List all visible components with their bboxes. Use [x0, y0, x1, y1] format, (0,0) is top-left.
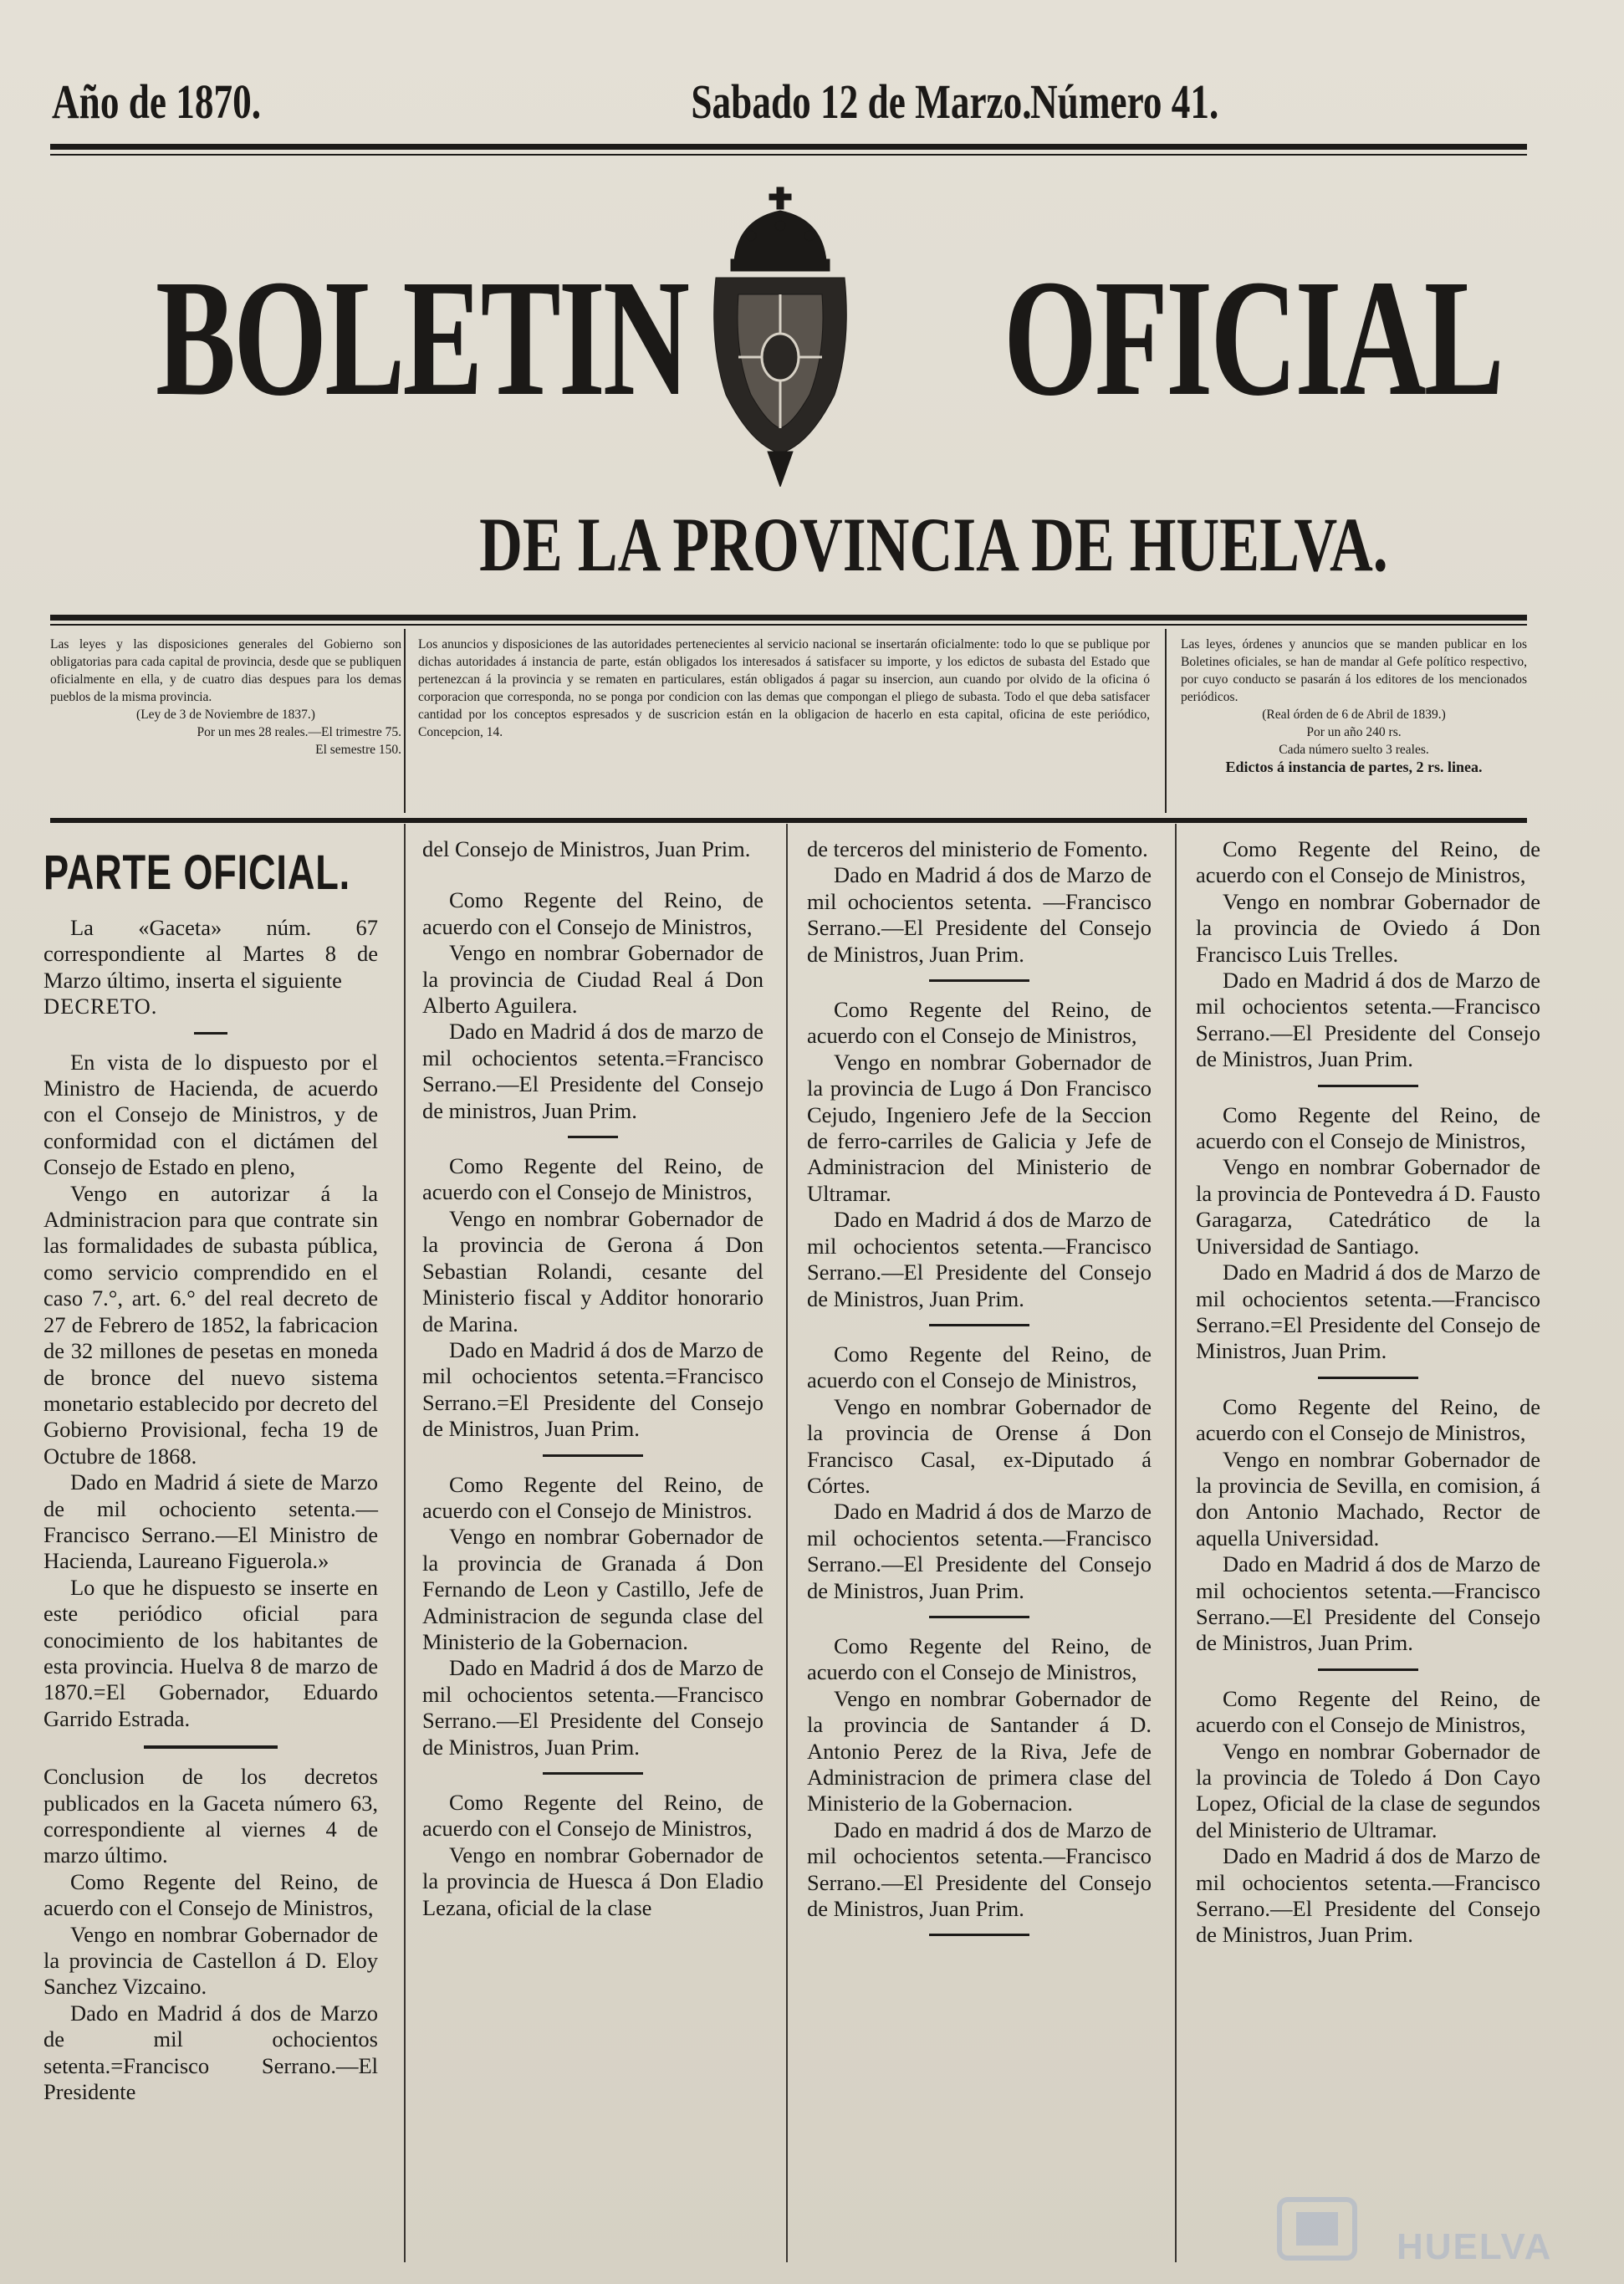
- subtitle-provincia: DE LA PROVINCIA DE HUELVA.: [479, 502, 1388, 587]
- paragraph: Dado en Madrid á dos de Marzo de mil ochocientos setenta.—Francisco Serrano.—El Presidente del Consejo de Ministros, Juan Prim.: [422, 1655, 763, 1760]
- archive-watermark: [1271, 2191, 1555, 2266]
- paragraph: Dado en Madrid á dos de Marzo de mil ochocientos setenta.=Francisco Serrano.—El Presidente: [43, 2000, 378, 2105]
- notice-center: [418, 636, 1150, 741]
- paragraph: Vengo en nombrar Gobernador de la provincia de Ciudad Real á Don Alberto Aguilera.: [422, 940, 763, 1019]
- issue-number: Número 41.: [1030, 74, 1219, 129]
- paragraph: Dado en madrid á dos de Marzo de mil ochocientos setenta.—Francisco Serrano.—El Presidente del Consejo de Ministros, Juan Prim.: [807, 1816, 1152, 1922]
- separator: [929, 1324, 1029, 1326]
- paragraph: Como Regente del Reino, de acuerdo con el Consejo de Ministros,: [807, 1341, 1152, 1393]
- separator: [929, 1934, 1029, 1936]
- paragraph: Vengo en autorizar á la Administracion para que contrate sin las formalidades de subasta pública, como servicio comprendido en el caso 7.°, art. 6.° del real decreto de 27 de Febrero de 1852, la fabricacion de 32 millones de pesetas en moneda de bronce del nuevo sistema monetario establecido por decreto del Gobierno Provisional, fecha 19 de Octubre de 1868.: [43, 1180, 378, 1469]
- paragraph: Como Regente del Reino, de acuerdo con el Consejo de Ministros,: [43, 1868, 378, 1921]
- separator: [568, 1136, 618, 1138]
- column-divider: [1175, 824, 1177, 2262]
- top-rule-thin: [50, 154, 1527, 156]
- paragraph: Lo que he dispuesto se inserte en este periódico oficial para conocimiento de los habitantes de esta provincia. Huelva 8 de marzo de 1870.=El Gobernador, Eduardo Garrido Estrada.: [43, 1574, 378, 1731]
- paragraph: Dado en Madrid á dos de Marzo de mil ochocientos setenta.=Francisco Serrano.=El Presidente del Consejo de Ministros, Juan Prim.: [422, 1336, 763, 1442]
- paragraph: Como Regente del Reino, de acuerdo con el Consejo de Ministros,: [1196, 836, 1540, 888]
- title-boletin: BOLETIN: [156, 246, 688, 431]
- mid-rule: [50, 615, 1527, 621]
- paragraph: Dado en Madrid á dos de marzo de mil ochocientos setenta.=Francisco Serrano.—El Presidente del Consejo de ministros, Juan Prim.: [422, 1019, 763, 1123]
- royal-crest-icon: [701, 186, 860, 487]
- notice-left-price1: Por un mes 28 reales.—El trimestre 75.: [197, 725, 401, 739]
- notice-right-law: (Real órden de 6 de Abril de 1839.): [1262, 708, 1446, 722]
- separator: [1318, 1377, 1418, 1379]
- column-3: [807, 836, 1152, 1951]
- paragraph: Vengo en nombrar Gobernador de la provincia de Santander á D. Antonio Perez de la Riva, Jefe de Administracion de primera clase del Ministerio de la Gobernacion.: [807, 1685, 1152, 1816]
- notice-left-law: (Ley de 3 de Noviembre de 1837.): [136, 708, 315, 722]
- decreto-label: DECRETO.: [43, 994, 158, 1019]
- paragraph: Dado en Madrid á dos de Marzo de mil ochocientos setenta.—Francisco Serrano.—El Presidente del Consejo de Ministros, Juan Prim.: [807, 1207, 1152, 1311]
- title-oficial: OFICIAL: [1004, 246, 1502, 431]
- separator: [929, 979, 1029, 982]
- separator: [543, 1772, 643, 1775]
- notice-divider: [404, 629, 406, 813]
- paragraph: Vengo en nombrar Gobernador de la provincia de Toledo á Don Cayo Lopez, Oficial de la clase de segundos del Ministerio de Ultramar.: [1196, 1738, 1540, 1842]
- notice-left: [50, 636, 401, 759]
- separator: [929, 1616, 1029, 1618]
- paragraph: Vengo en nombrar Gobernador de la provincia de Huesca á Don Eladio Lezana, oficial de la clase: [422, 1842, 763, 1920]
- top-rule: [50, 144, 1527, 150]
- paragraph: Dado en Madrid á dos de Marzo de mil ochocientos setenta.—Francisco Serrano.—El Presidente del Consejo de Ministros, Juan Prim.: [1196, 1551, 1540, 1656]
- separator: [1318, 1085, 1418, 1087]
- library-logo-icon: [1271, 2191, 1371, 2266]
- paragraph: Dado en Madrid á dos de Marzo de mil ochocientos setenta.—Francisco Serrano.—El Presidente del Consejo de Ministros, Juan Prim.: [1196, 968, 1540, 1072]
- paragraph: Como Regente del Reino, de acuerdo con el Consejo de Ministros,: [807, 1633, 1152, 1685]
- separator: [144, 1745, 278, 1749]
- column-2: [422, 836, 763, 1921]
- paragraph: del Consejo de Ministros, Juan Prim.: [422, 836, 751, 861]
- notice-right: [1181, 636, 1527, 776]
- body-rule: [50, 818, 1527, 823]
- paragraph: Dado en Madrid á dos de Marzo de mil ochocientos setenta.—Francisco Serrano.=El Presidente del Consejo de Ministros, Juan Prim.: [1196, 1260, 1540, 1364]
- column-4: [1196, 836, 1540, 1949]
- paragraph: Como Regente del Reino, de acuerdo con el Consejo de Ministros,: [1196, 1685, 1540, 1738]
- paragraph: Vengo en nombrar Gobernador de la provincia de Sevilla, en comision, á don Antonio Machado, Rector de aquella Universidad.: [1196, 1446, 1540, 1551]
- notice-center-text: Los anuncios y disposiciones de las autoridades pertenecientes al servicio nacional se insertarán oficialmente: todo lo que se publique por dichas autoridades á instancia de parte, están obligados los interesados á satisfacer su importe, y los edictos de subasta del Estado que pertenezcan á la provincia y se rematen en particulares, están obligados á pagar su insercion, aun cuando por olvido de la oficina ó corporacion que corresponda, no se ponga por condicion con las demas que compongan el pliego de subasta. Todo el que deba satisfacer cantidad por los conceptos espresados y de suscricion están en la obligacion de hacerlo en esta capital, oficina de este periódico, Concepcion, 14.: [418, 637, 1150, 739]
- date-label: Sabado 12 de Marzo.: [691, 74, 1032, 129]
- paragraph: Como Regente del Reino, de acuerdo con el Consejo de Ministros,: [1196, 1101, 1540, 1154]
- paragraph: Vengo en nombrar Gobernador de la provincia de Gerona á Don Sebastian Rolandi, cesante del Ministerio fiscal y Additor honorario de Marina.: [422, 1205, 763, 1336]
- notice-right-price3: Edictos á instancia de partes, 2 rs. linea.: [1225, 759, 1483, 775]
- paragraph: Como Regente del Reino, de acuerdo con el Consejo de Ministros.: [422, 1471, 763, 1523]
- separator: [543, 1454, 643, 1457]
- section-heading: PARTE OFICIAL.: [43, 846, 350, 900]
- column-divider: [786, 824, 788, 2262]
- column-1: [43, 836, 378, 2105]
- paragraph: Vengo en nombrar Gobernador de la provincia de Orense á Don Francisco Casal, ex-Diputado á Córtes.: [807, 1393, 1152, 1498]
- notice-left-price2: El semestre 150.: [315, 743, 401, 757]
- paragraph: Dado en Madrid á dos de Marzo de mil ochocientos setenta.—Francisco Serrano.—El Presidente del Consejo de Ministros, Juan Prim.: [1196, 1843, 1540, 1948]
- dateline: [52, 74, 1219, 141]
- paragraph: Dado en Madrid á siete de Marzo de mil ochociento setenta.—Francisco Serrano.—El Ministro de Hacienda, Laureano Figuerola.»: [43, 1469, 378, 1574]
- paragraph: Como Regente del Reino, de acuerdo con el Consejo de Ministros,: [422, 887, 763, 939]
- notice-right-text: Las leyes, órdenes y anuncios que se manden publicar en los Boletines oficiales, se han de mandar al Gefe político respectivo, por cuyo conducto se pasarán á los editores de los mencionados periódicos.: [1181, 637, 1527, 704]
- paragraph: Dado en Madrid á dos de Marzo de mil ochocientos setenta.—Francisco Serrano.—El Presidente del Consejo de Ministros, Juan Prim.: [807, 1499, 1152, 1603]
- watermark-text: HUELVA: [1397, 2226, 1553, 2267]
- paragraph: Como Regente del Reino, de acuerdo con el Consejo de Ministros,: [422, 1153, 763, 1205]
- notice-right-price1: Por un año 240 rs.: [1306, 725, 1402, 739]
- gaceta-intro: La «Gaceta» núm. 67 correspondiente al Martes 8 de Marzo último, inserta el siguiente: [43, 915, 378, 993]
- paragraph: En vista de lo dispuesto por el Ministro de Hacienda, de acuerdo con el Consejo de Ministros, y de conformidad con el dictámen del Consejo de Estado en pleno,: [43, 1049, 378, 1180]
- year-label: Año de 1870.: [52, 74, 262, 129]
- paragraph: Vengo en nombrar Gobernador de la provincia de Oviedo á Don Francisco Luis Trelles.: [1196, 888, 1540, 967]
- notice-left-text: Las leyes y las disposiciones generales del Gobierno son obligatorias para cada capital de provincia, desde que se publiquen oficialmente en ella, y de cuatro dias despues para los demas pueblos de la misma provincia.: [50, 637, 401, 704]
- notice-divider: [1165, 629, 1167, 813]
- mid-rule-thin: [50, 624, 1527, 626]
- paragraph: Dado en Madrid á dos de Marzo de mil ochocientos setenta. —Francisco Serrano.—El Presidente del Consejo de Ministros, Juan Prim.: [807, 862, 1152, 967]
- paragraph: Como Regente del Reino, de acuerdo con el Consejo de Ministros,: [807, 997, 1152, 1049]
- paragraph: Vengo en nombrar Gobernador de la provincia de Castellon á D. Eloy Sanchez Vizcaino.: [43, 1921, 378, 2000]
- paragraph: Como Regente del Reino, de acuerdo con el Consejo de Ministros,: [422, 1790, 763, 1842]
- paragraph: Vengo en nombrar Gobernador de la provincia de Pontevedra á D. Fausto Garagarza, Catedrático de la Universidad de Santiago.: [1196, 1154, 1540, 1259]
- paragraph: Como Regente del Reino, de acuerdo con el Consejo de Ministros,: [1196, 1393, 1540, 1446]
- paragraph: de terceros del ministerio de Fomento.: [807, 836, 1148, 861]
- separator: [1318, 1668, 1418, 1671]
- paragraph: Vengo en nombrar Gobernador de la provincia de Lugo á Don Francisco Cejudo, Ingeniero Jefe de la Seccion de ferro-carriles de Galicia y Jefe de Administracion del Ministerio de Ultramar.: [807, 1049, 1152, 1206]
- paragraph: Vengo en nombrar Gobernador de la provincia de Granada á Don Fernando de Leon y Castillo, Jefe de Administracion de segunda clase del Ministerio de la Gobernacion.: [422, 1524, 763, 1654]
- notice-right-price2: Cada número suelto 3 reales.: [1279, 743, 1429, 757]
- column-divider: [404, 824, 406, 2262]
- paragraph: Conclusion de los decretos publicados en la Gaceta número 63, correspondiente al viernes 4 de marzo último.: [43, 1764, 378, 1868]
- separator: [194, 1032, 227, 1035]
